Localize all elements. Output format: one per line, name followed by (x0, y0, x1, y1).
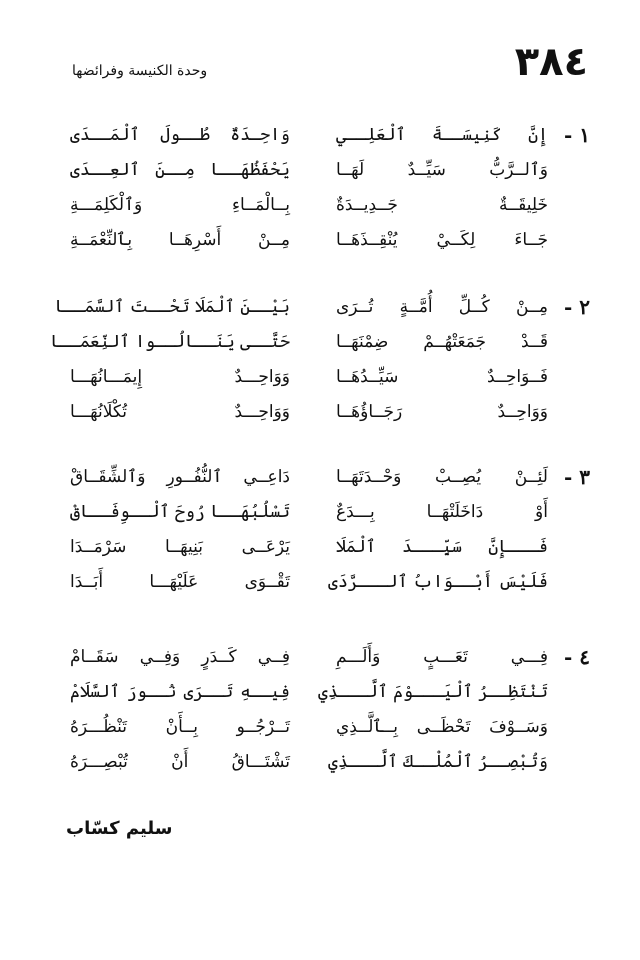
verse-line (60, 745, 590, 780)
verse-first-hemistich: قَــدْ جَمَعَتْهُــمْ ضِمْنَهَــا (336, 332, 548, 352)
verse-line (54, 290, 590, 325)
verse-first-hemistich: فَـــإِنَّ سَيِّـــدَ ٱلْمَلَا (336, 537, 548, 557)
verse-first-hemistich: وَوَاحِــدٌ رَجَــاؤُهَــا (336, 402, 548, 422)
verse-second-hemistich: حَتَّــى يَنَــالُــوا ٱلنِّعَمَــا (50, 332, 290, 352)
stanza-2 (50, 290, 590, 430)
stanza-4 (60, 640, 590, 780)
verse-first-hemistich: وَتُبْصِــرُ ٱلْمُلْــكَ ٱلَّـــذِي (328, 752, 548, 772)
verse-first-hemistich: جَــاءَ لِكَــيْ يُنْقِــذَهَــا (336, 230, 548, 250)
stanza-1 (60, 118, 590, 258)
verse-first-hemistich: فَلَيْسَ أَبْــوَابُ ٱلـــرَّدَى (328, 572, 548, 592)
running-title: وحدة الكنيسة وفرائضها (72, 63, 208, 79)
verse-line (60, 188, 590, 223)
verse-first-hemistich: وَٱلــرَّبُّ سَيِّــدٌ لَهَــا (336, 160, 548, 180)
author-signature: سليم كسّاب (66, 818, 173, 839)
verse-line (60, 675, 590, 710)
verse-second-hemistich: بِــالْمَــاءِ وَٱلْكَلِمَـــةِ (70, 195, 290, 215)
verse-first-hemistich: مِــنْ كُــلِّ أُمَّــةٍ تُــرَى (336, 297, 548, 317)
verse-second-hemistich: يَحْفَظُهَــا مِــنَ ٱلعِــدَى (70, 160, 290, 180)
verse-second-hemistich: مِــنْ أَسْرِهَــا بِٱلنِّعْمَــةِ (70, 230, 290, 250)
verse-second-hemistich: وَوَاحِـــدٌ إِيمَـــانُهَـــا (70, 367, 290, 387)
verse-line (50, 325, 590, 360)
verse-line (60, 495, 590, 530)
verse-second-hemistich: دَاعِــي ٱلنُّفُــورِ وَٱلشِّقَــاقْ (70, 467, 290, 487)
verse-second-hemistich: يَرْعَــى بَنِيهَــا سَرْمَــدَا (70, 537, 290, 557)
verse-first-hemistich: تَنْتَظِــرُ ٱلْيَـــوْمَ ٱلَّـــذِي (318, 682, 548, 702)
verse-second-hemistich: وَوَاحِـــدٌ تُكْلَانُهَـــا (70, 402, 290, 422)
verse-first-hemistich: وَسَــوْفَ تَحْظَــى بِــٱلَّــذِي (336, 717, 548, 737)
verse-first-hemistich: فِـــي تَعَـــبٍ وَأَلَـــمِ (336, 647, 548, 667)
verse-second-hemistich: تَقْــوَى عَلَيْهَـــا أَبَــدَا (70, 572, 290, 592)
verse-second-hemistich: فِيــهِ تَــرَى نُــورَ ٱلسَّلَامْ (70, 682, 290, 702)
stanza-3 (60, 460, 590, 600)
verse-line (60, 360, 590, 395)
verse-first-hemistich: أَوْ دَاخَلَتْهَــا بِـــدَعٌ (336, 502, 548, 522)
verse-line (60, 153, 590, 188)
stanza-number: ٢ - (563, 295, 590, 319)
verse-line (60, 530, 590, 565)
verse-second-hemistich: تَسْلُبُهَــا رُوحَ ٱلْــوِفَــاقْ (70, 502, 290, 522)
verse-first-hemistich: لَئِــنْ يُصِــبْ وَحْــدَتَهَــا (336, 467, 548, 487)
stanza-number: ٣ - (563, 465, 590, 489)
verse-second-hemistich: تَــرْجُــو بِــأَنْ تَنْظُـــرَهُ (70, 717, 290, 737)
verse-line (60, 460, 590, 495)
verse-line (60, 565, 590, 600)
verse-first-hemistich: فَــوَاحِــدٌ سَيِّــدُهَــا (336, 367, 548, 387)
stanza-number: ٤ - (563, 645, 590, 669)
verse-line (60, 223, 590, 258)
stanza-number: ١ - (563, 123, 590, 147)
page-number: ٣٨٤ (514, 39, 588, 85)
verse-line (60, 118, 590, 153)
verse-second-hemistich: بَيْــنَ ٱلْمَلَا تَحْــتَ ٱلسَّمَــا (54, 297, 290, 317)
verse-line (60, 710, 590, 745)
verse-second-hemistich: تَشْتَـــاقُ أَنْ تُبْصِـــرَهُ (70, 752, 290, 772)
verse-second-hemistich: وَاحِـدَةٌ طُــولَ ٱلْمَــدَى (70, 125, 290, 145)
verse-first-hemistich: إِنَّ كَنِيسَــةَ ٱلْعَلِــي (336, 125, 548, 145)
verse-second-hemistich: فِــي كَــدَرٍ وَفِــي سَقَــامْ (70, 647, 290, 667)
verse-first-hemistich: خَلِيقَــةٌ جَــدِيــدَةٌ (336, 195, 548, 215)
verse-line (60, 395, 590, 430)
verse-line (60, 640, 590, 675)
